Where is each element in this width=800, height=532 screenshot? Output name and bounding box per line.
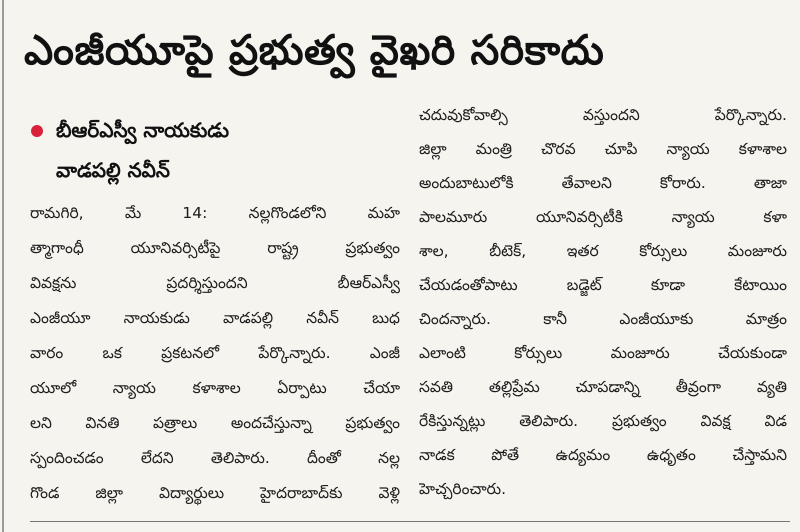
left-line-5: వారం ఒక ప్రకటనలో పేర్కొన్నారు. ఎంజీ <box>30 344 400 362</box>
right-line-4: పాలమూరు యూనివర్సిటీకి న్యాయ కళా <box>419 208 787 226</box>
right-line-8: ఎలాంటి కోర్సులు మంజూరు చేయకుండా <box>419 344 787 362</box>
red-bullet-icon <box>31 125 43 137</box>
bottom-rule <box>30 521 790 522</box>
right-line-10: రేకిస్తున్నట్లు తెలిపారు. ప్రభుత్వం వివక్ష విడ <box>419 412 787 430</box>
left-line-3: వివక్షను ప్రదర్శిస్తుందని బీఆర్ఎస్వీ <box>30 274 400 292</box>
right-line-11: నాడక పోతే ఉద్యమం ఉధృతం చేస్తామని <box>419 446 787 464</box>
left-line-4: ఎంజీయూ నాయకుడు వాడపల్లి నవీన్ బుధ <box>30 309 400 327</box>
right-line-3: అందుబాటులోకి తేవాలని కోరారు. తాజా <box>419 174 787 192</box>
left-line-8: స్పందించడం లేదని తెలిపారు. దీంతో నల్ల <box>30 449 400 467</box>
left-line-9: గొండ జిల్లా విద్యార్థులు హైదరాబాద్‌కు వెళ్లి <box>30 484 400 502</box>
left-line-6: యూలో న్యాయ కళాశాల ఏర్పాటు చేయా <box>30 379 400 397</box>
headline: ఎంజీయూపై ప్రభుత్వ వైఖరి సరికాదు <box>24 26 605 74</box>
left-line-7: లని వినతి పత్రాలు అందచేస్తున్నా ప్రభుత్వం <box>30 414 400 432</box>
subhead-line-1: బీఆర్ఎస్వీ నాయకుడు <box>56 118 229 142</box>
right-line-5: శాల, బీటెక్, ఇతర కోర్సులు మంజూరు <box>419 242 787 260</box>
right-line-9: సవతి తల్లిప్రేమ చూపడాన్ని తీవ్రంగా వ్యతి <box>419 378 787 396</box>
right-line-1: చదువుకోవాల్సి వస్తుందని పేర్కొన్నారు. <box>419 106 787 124</box>
left-line-2: త్మాగాంధీ యూనివర్సిటీపై రాష్ట్ర ప్రభుత్వం <box>30 239 400 257</box>
right-line-2: జిల్లా మంత్రి చొరవ చూపి న్యాయ కళాశాల <box>419 140 787 158</box>
left-column-rule <box>2 0 4 532</box>
subhead-line-2: వాడపల్లి నవీన్ <box>56 158 170 182</box>
left-line-1: రామగిరి, మే 14: నల్లగొండలోని మహ <box>30 204 400 222</box>
right-line-12: హెచ్చరించారు. <box>419 480 507 498</box>
right-line-6: చేయడంతోపాటు బడ్జెట్ కూడా కేటాయిం <box>419 276 787 294</box>
right-line-7: చిందన్నారు. కానీ ఎంజీయూకు మాత్రం <box>419 310 787 328</box>
